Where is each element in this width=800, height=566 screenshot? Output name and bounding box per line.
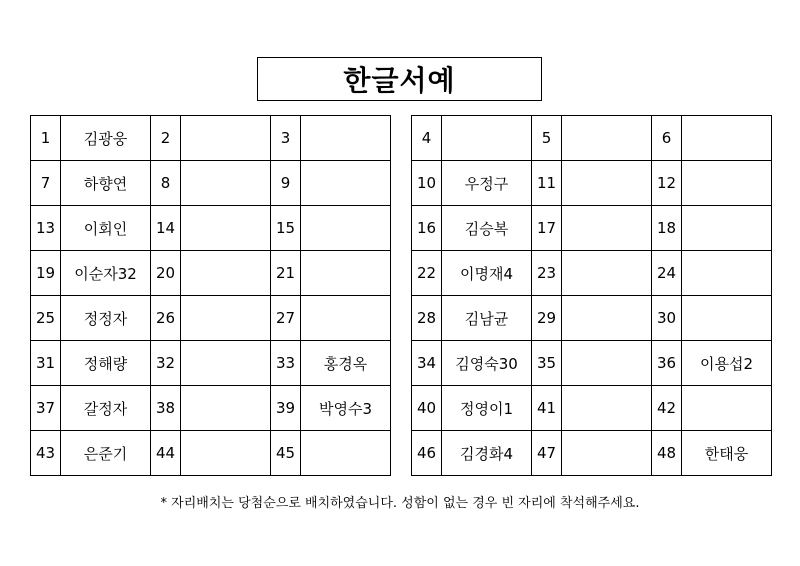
seat-name: 갈정자: [61, 386, 151, 431]
seat-name: [562, 206, 652, 251]
seat-number: 6: [652, 116, 682, 161]
seat-name: [301, 431, 391, 476]
seat-name: 이용섭2: [682, 341, 772, 386]
seat-name: 이순자32: [61, 251, 151, 296]
seat-number: 5: [532, 116, 562, 161]
seat-number: 30: [652, 296, 682, 341]
seat-number: 8: [151, 161, 181, 206]
seat-name: [682, 206, 772, 251]
seat-number: 39: [271, 386, 301, 431]
seat-number: 27: [271, 296, 301, 341]
seat-number: 11: [532, 161, 562, 206]
seat-number: 48: [652, 431, 682, 476]
seat-number: 36: [652, 341, 682, 386]
seat-number: 16: [412, 206, 442, 251]
table-row: [412, 296, 772, 341]
seat-name: 김남균: [442, 296, 532, 341]
seat-number: 47: [532, 431, 562, 476]
seat-number: 21: [271, 251, 301, 296]
seat-name: 정해량: [61, 341, 151, 386]
seat-name: [301, 161, 391, 206]
seat-number: 24: [652, 251, 682, 296]
seat-number: 2: [151, 116, 181, 161]
seat-number: 46: [412, 431, 442, 476]
seat-number: 31: [31, 341, 61, 386]
table-row: [412, 161, 772, 206]
seat-number: 3: [271, 116, 301, 161]
table-row: [31, 341, 391, 386]
seat-number: 9: [271, 161, 301, 206]
seat-name: [682, 386, 772, 431]
seat-name: [562, 251, 652, 296]
seat-number: 12: [652, 161, 682, 206]
seat-name: [181, 251, 271, 296]
seat-number: 32: [151, 341, 181, 386]
seat-name: [562, 161, 652, 206]
seat-number: 20: [151, 251, 181, 296]
seat-number: 1: [31, 116, 61, 161]
table-row: [31, 116, 391, 161]
seat-name: 이명재4: [442, 251, 532, 296]
seat-name: 은준기: [61, 431, 151, 476]
table-row: [31, 206, 391, 251]
seat-name: [682, 161, 772, 206]
seat-name: 김영숙30: [442, 341, 532, 386]
seat-name: 박영수3: [301, 386, 391, 431]
seat-name: [562, 431, 652, 476]
seat-name: [562, 296, 652, 341]
table-row: [412, 206, 772, 251]
table-row: [31, 296, 391, 341]
seat-name: 정정자: [61, 296, 151, 341]
seat-number: 23: [532, 251, 562, 296]
seat-number: 26: [151, 296, 181, 341]
seat-name: 한태웅: [682, 431, 772, 476]
seat-name: 정영이1: [442, 386, 532, 431]
seat-name: [181, 431, 271, 476]
seat-number: 14: [151, 206, 181, 251]
seat-number: 34: [412, 341, 442, 386]
seat-number: 38: [151, 386, 181, 431]
seat-number: 17: [532, 206, 562, 251]
table-row: [31, 386, 391, 431]
seat-name: [301, 206, 391, 251]
seat-number: 10: [412, 161, 442, 206]
seat-name: [181, 296, 271, 341]
seat-number: 44: [151, 431, 181, 476]
seat-name: [562, 116, 652, 161]
seat-number: 25: [31, 296, 61, 341]
seat-number: 45: [271, 431, 301, 476]
seat-name: 이회인: [61, 206, 151, 251]
seat-name: [181, 341, 271, 386]
seat-name: 김광웅: [61, 116, 151, 161]
seat-name: 김경화4: [442, 431, 532, 476]
seat-name: [181, 161, 271, 206]
seat-name: [181, 386, 271, 431]
table-row: [412, 341, 772, 386]
seat-table-right: [411, 115, 772, 476]
seat-name: 김승복: [442, 206, 532, 251]
seat-number: 19: [31, 251, 61, 296]
seating-note: * 자리배치는 당첨순으로 배치하였습니다. 성함이 없는 경우 빈 자리에 착석해주세요.: [160, 496, 640, 511]
seat-number: 28: [412, 296, 442, 341]
seat-name: [442, 116, 532, 161]
table-row: [412, 251, 772, 296]
seat-number: 18: [652, 206, 682, 251]
seat-number: 33: [271, 341, 301, 386]
table-row: [412, 386, 772, 431]
seat-number: 37: [31, 386, 61, 431]
seat-name: [682, 251, 772, 296]
seat-table-left: [30, 115, 391, 476]
seat-name: [562, 386, 652, 431]
seat-name: [181, 206, 271, 251]
seat-number: 43: [31, 431, 61, 476]
seat-name: [682, 296, 772, 341]
table-row: [412, 116, 772, 161]
seat-name: [301, 116, 391, 161]
seat-name: [562, 341, 652, 386]
seat-number: 7: [31, 161, 61, 206]
seat-number: 13: [31, 206, 61, 251]
seat-name: [301, 251, 391, 296]
seat-number: 15: [271, 206, 301, 251]
seat-number: 29: [532, 296, 562, 341]
seat-number: 4: [412, 116, 442, 161]
seat-number: 41: [532, 386, 562, 431]
table-row: [31, 431, 391, 476]
seat-number: 42: [652, 386, 682, 431]
seat-number: 35: [532, 341, 562, 386]
seat-name: [181, 116, 271, 161]
table-row: [31, 251, 391, 296]
table-row: [31, 161, 391, 206]
table-row: [412, 431, 772, 476]
seat-name: 홍경옥: [301, 341, 391, 386]
seat-number: 22: [412, 251, 442, 296]
seat-name: 하향연: [61, 161, 151, 206]
page-title: 한글서예: [257, 57, 542, 101]
seat-name: [301, 296, 391, 341]
seat-name: 우정구: [442, 161, 532, 206]
seat-number: 40: [412, 386, 442, 431]
seat-name: [682, 116, 772, 161]
